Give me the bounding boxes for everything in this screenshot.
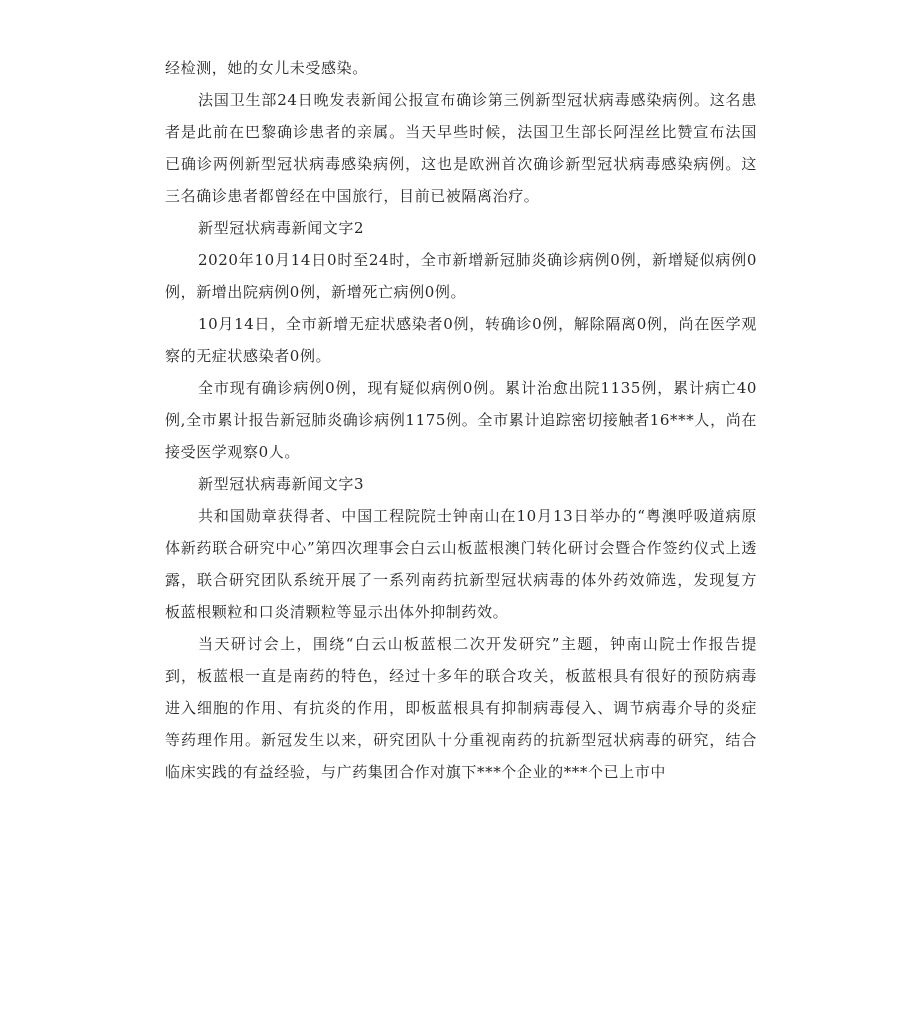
paragraph-zhong-nanshan: 共和国勋章获得者、中国工程院院士钟南山在10月13日举办的“粤澳呼吸道病原体新药联合研究中心”第四次理事会白云山板蓝根澳门转化研讨会暨合作签约仪式上透露，联合研究团队系统开展了一系列南药抗新型冠状病毒的体外药效筛选，发现复方板蓝根颗粒和口炎清颗粒等显示出体外抑制药效。: [165, 507, 757, 621]
document-body: [165, 52, 757, 788]
section-heading-2: 新型冠状病毒新闻文字2: [198, 219, 365, 237]
paragraph-france-case: 法国卫生部24日晚发表新闻公报宣布确诊第三例新型冠状病毒感染病例。这名患者是此前在巴黎确诊患者的亲属。当天早些时候，法国卫生部长阿涅丝比赞宣布法国已确诊两例新型冠状病毒感染病例，这也是欧洲首次确诊新型冠状病毒感染病例。这三名确诊患者都曾经在中国旅行，目前已被隔离治疗。: [165, 91, 757, 205]
paragraph-asymptomatic-stats: 10月14日，全市新增无症状感染者0例，转确诊0例，解除隔离0例，尚在医学观察的无症状感染者0例。: [165, 315, 757, 365]
paragraph-cumulative-stats: 全市现有确诊病例0例，现有疑似病例0例。累计治愈出院1135例，累计病亡40例,全市累计报告新冠肺炎确诊病例1175例。全市累计追踪密切接触者16***人，尚在接受医学观察0人。: [165, 379, 757, 461]
section-heading-3: 新型冠状病毒新闻文字3: [198, 475, 365, 493]
paragraph-continuation: 经检测，她的女儿未受感染。: [165, 59, 368, 77]
paragraph-daily-stats: 2020年10月14日0时至24时，全市新增新冠肺炎确诊病例0例，新增疑似病例0例，新增出院病例0例，新增死亡病例0例。: [165, 251, 757, 301]
paragraph-banlangen-research: 当天研讨会上，围绕“白云山板蓝根二次开发研究”主题，钟南山院士作报告提到，板蓝根一直是南药的特色，经过十多年的联合攻关，板蓝根具有很好的预防病毒进入细胞的作用、有抗炎的作用，即板蓝根具有抑制病毒侵入、调节病毒介导的炎症等药理作用。新冠发生以来，研究团队十分重视南药的抗新型冠状病毒的研究，结合临床实践的有益经验，与广药集团合作对旗下***个企业的***个已上市中: [165, 635, 757, 781]
